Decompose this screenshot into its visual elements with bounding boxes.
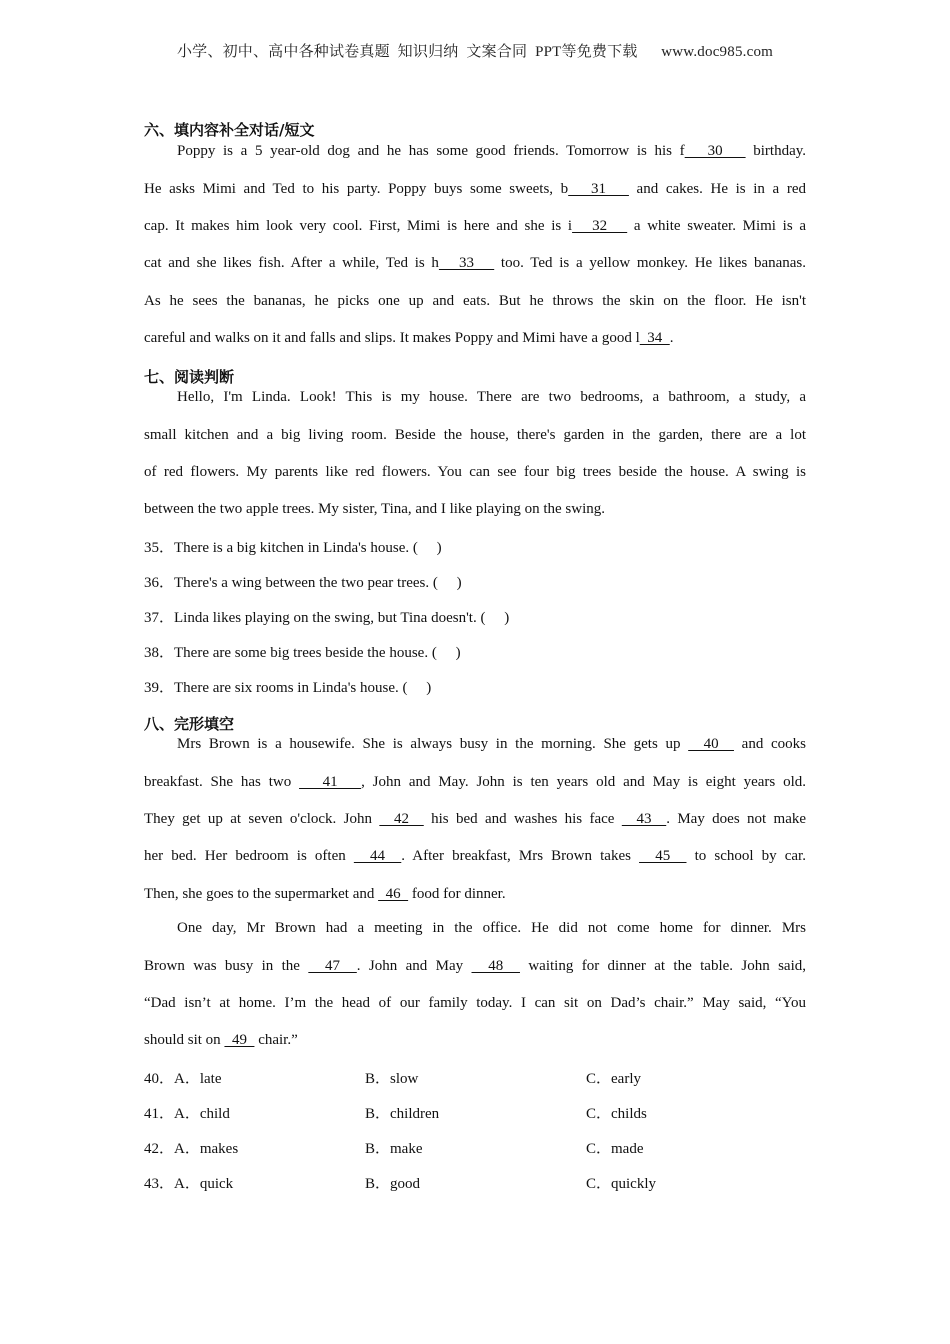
answer-option: B．good — [365, 1176, 421, 1192]
section-7-title: 七、阅读判断 — [144, 368, 235, 386]
passage-text: . — [669, 330, 674, 346]
passage-text: and cooks — [733, 736, 807, 752]
passage-text: her bed. Her bedroom is often — [144, 848, 354, 864]
answer-option: B．make — [365, 1141, 423, 1157]
answer-option: B．slow — [365, 1071, 419, 1087]
passage-text: a white sweater. Mimi is a — [627, 218, 806, 234]
passage-line — [144, 255, 806, 272]
answer-blank: 47 — [308, 958, 357, 974]
passage-text: . May does not make — [666, 811, 807, 827]
answer-option: C．quickly — [586, 1176, 656, 1192]
passage-text: . John and May — [356, 958, 472, 974]
answer-option: C．early — [586, 1071, 641, 1087]
answer-option: C．childs — [586, 1106, 647, 1122]
passage-text: Hello, I'm Linda. Look! This is my house. There are two bedrooms, a bathroom, a study, a — [177, 389, 806, 405]
passage-text: cat and she likes fish. After a while, Ted is h — [144, 255, 439, 271]
passage-text: too. Ted is a yellow monkey. He likes bananas. — [494, 255, 807, 271]
answer-blank: 32 — [572, 218, 628, 234]
answer-blank: 41 — [299, 774, 362, 790]
passage-text: between the two apple trees. My sister, Tina, and I like playing on the swing. — [144, 501, 605, 517]
passage-line — [144, 389, 806, 406]
passage-line — [144, 143, 806, 160]
passage-line — [144, 1032, 806, 1049]
answer-blank: 45 — [639, 848, 687, 864]
passage-line — [144, 501, 806, 518]
judgment-question: 37．Linda likes playing on the swing, but Tina doesn't. ( ) — [144, 610, 510, 626]
passage-text: careful and walks on it and falls and slips. It makes Poppy and Mimi have a good l — [144, 330, 640, 346]
answer-blank: 49 — [224, 1032, 255, 1048]
passage-text: cap. It makes him look very cool. First, Mimi is here and she is i — [144, 218, 573, 234]
passage-text: Then, she goes to the supermarket and — [144, 886, 379, 902]
answer-blank: 33 — [438, 255, 495, 271]
answer-option: B．children — [365, 1106, 440, 1122]
passage-text: to school by car. — [686, 848, 806, 864]
passage-line — [144, 330, 806, 347]
answer-option: 40．A．late — [144, 1071, 222, 1087]
passage-line — [144, 218, 806, 235]
page-header: 小学、初中、高中各种试卷真题 知识归纳 文案合同 PPT等免费下载 www.doc985.com — [176, 44, 774, 60]
passage-text: of red flowers. My parents like red flowers. You can see four big trees beside the house. A swing is — [144, 464, 806, 480]
passage-text: chair.” — [254, 1032, 298, 1048]
passage-text: should sit on — [144, 1032, 225, 1048]
passage-text: breakfast. She has two — [144, 774, 300, 790]
answer-blank: 48 — [471, 958, 520, 974]
passage-line — [144, 736, 806, 753]
judgment-question: 35．There is a big kitchen in Linda's house. ( ) — [144, 540, 442, 556]
answer-blank: 42 — [379, 811, 424, 827]
passage-text: As he sees the bananas, he picks one up and eats. But he throws the skin on the floor. He isn't — [144, 293, 806, 309]
answer-blank: 40 — [688, 736, 734, 752]
passage-text: birthday. — [745, 143, 807, 159]
passage-line — [144, 293, 806, 310]
passage-line — [144, 427, 806, 444]
passage-text: food for dinner. — [408, 886, 506, 902]
passage-text: Mrs Brown is a housewife. She is always busy in the morning. She gets up — [177, 736, 689, 752]
answer-option: 42．A．makes — [144, 1141, 239, 1157]
passage-text: his bed and washes his face — [423, 811, 622, 827]
passage-line — [144, 464, 806, 481]
passage-text: Poppy is a 5 year-old dog and he has some good friends. Tomorrow is his f — [177, 143, 685, 159]
passage-line — [144, 774, 806, 791]
passage-line — [144, 886, 806, 903]
answer-option: C．made — [586, 1141, 644, 1157]
judgment-question: 36．There's a wing between the two pear trees. ( ) — [144, 575, 462, 591]
passage-line — [144, 958, 806, 975]
answer-option: 41．A．child — [144, 1106, 230, 1122]
passage-line — [144, 181, 806, 198]
answer-blank: 31 — [568, 181, 629, 197]
answer-blank: 34 — [639, 330, 670, 346]
passage-text: One day, Mr Brown had a meeting in the office. He did not come home for dinner. Mrs — [177, 920, 806, 936]
passage-text: Brown was busy in the — [144, 958, 309, 974]
passage-line — [144, 920, 806, 937]
passage-text: “Dad isn’t at home. I’m the head of our family today. I can sit on Dad’s chair.” May said, “You — [144, 995, 806, 1011]
answer-blank: 30 — [684, 143, 746, 159]
section-6-title: 六、填内容补全对话/短文 — [144, 121, 315, 139]
passage-text: small kitchen and a big living room. Beside the house, there's garden in the garden, there are a lot — [144, 427, 806, 443]
passage-text: . After breakfast, Mrs Brown takes — [401, 848, 640, 864]
passage-line — [144, 848, 806, 865]
passage-line — [144, 811, 806, 828]
judgment-question: 39．There are six rooms in Linda's house. ( ) — [144, 680, 432, 696]
answer-blank: 46 — [378, 886, 409, 902]
passage-line — [144, 995, 806, 1012]
passage-text: and cakes. He is in a red — [628, 181, 806, 197]
passage-text: , John and May. John is ten years old and May is eight years old. — [361, 774, 806, 790]
judgment-question: 38．There are some big trees beside the house. ( ) — [144, 645, 461, 661]
section-8-title: 八、完形填空 — [144, 715, 235, 733]
answer-blank: 43 — [621, 811, 667, 827]
passage-text: waiting for dinner at the table. John said, — [519, 958, 806, 974]
answer-blank: 44 — [353, 848, 402, 864]
passage-text: They get up at seven o'clock. John — [144, 811, 380, 827]
passage-text: He asks Mimi and Ted to his party. Poppy buys some sweets, b — [144, 181, 569, 197]
answer-option: 43．A．quick — [144, 1176, 234, 1192]
